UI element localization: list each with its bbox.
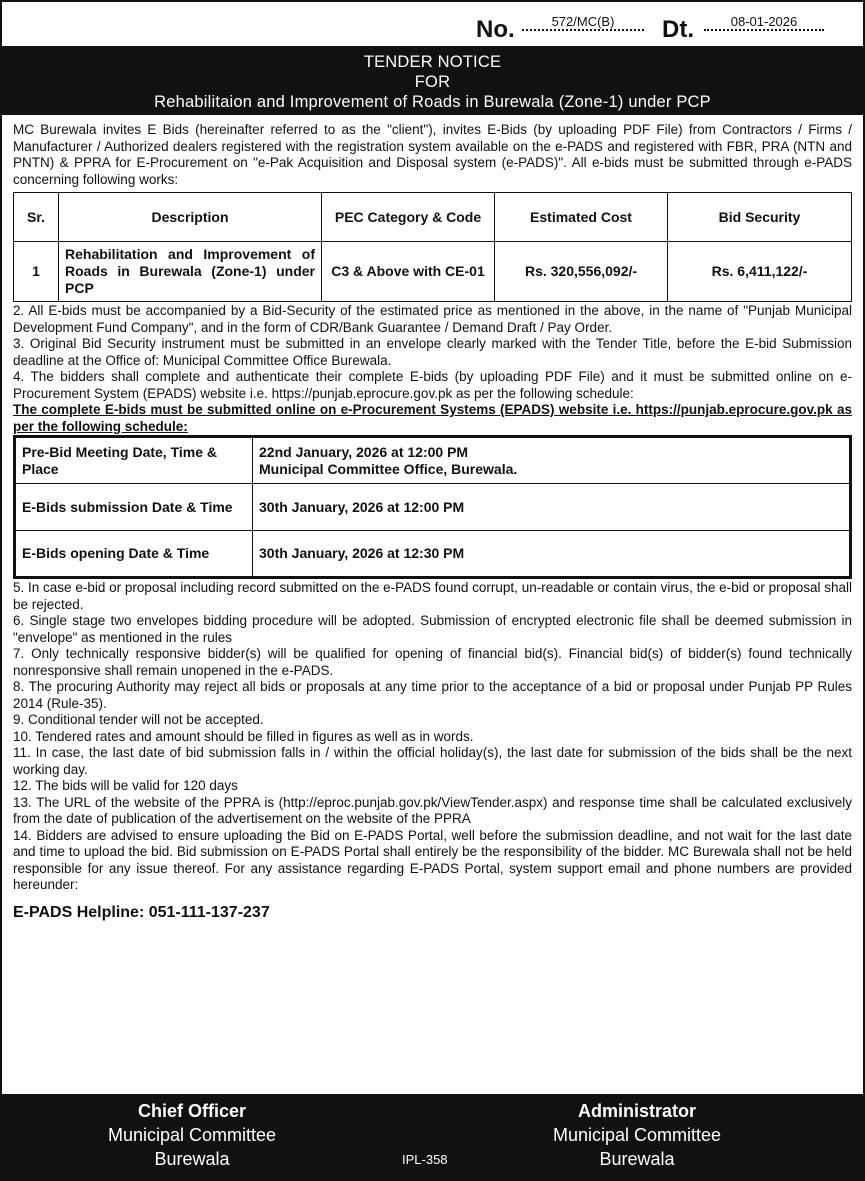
clause-6: 6. Single stage two envelopes bidding procedure will be adopted. Submission of encrypted electronic file shall be deemed submission in "envelope" as mentioned in the rules <box>13 613 852 645</box>
header-sr: Sr. <box>14 193 59 242</box>
signatory-title: Administrator <box>577 1101 696 1121</box>
schedule-row <box>15 531 851 578</box>
ipl-code: IPL-358 <box>402 1152 448 1167</box>
helpline: E-PADS Helpline: 051-111-137-237 <box>13 903 270 921</box>
date-label: Dt. <box>662 16 694 43</box>
banner-subject: Rehabilitaion and Improvement of Roads in Burewala (Zone-1) under PCP <box>154 93 711 111</box>
clause-10: 10. Tendered rates and amount should be filled in figures as well as in words. <box>13 728 474 744</box>
signatory-office: Municipal Committee <box>552 1125 722 1145</box>
number-label: No. <box>476 16 515 43</box>
clause-7: 7. Only technically responsive bidder(s) will be qualified for opening of financial bid(s). Financial bid(s) of bidder(s) found technically nonresponsive shall remain unopened in the e-PADS. <box>13 646 852 678</box>
works-table <box>13 192 852 302</box>
header-bid-security: Bid Security <box>668 193 852 242</box>
signature-chief-officer <box>82 1099 302 1171</box>
reference-row <box>2 2 863 46</box>
number-value: 572/MC(B) <box>522 14 644 31</box>
schedule-value: 30th January, 2026 at 12:30 PM <box>253 531 851 578</box>
cell-bid-security: Rs. 6,411,122/- <box>668 242 852 302</box>
banner-for: FOR <box>414 73 451 91</box>
cell-cost: Rs. 320,556,092/- <box>495 242 668 302</box>
clause-4: 4. The bidders shall complete and authenticate their complete E-bids (by uploading PDF File) and it must be submitted online on e-Procurement System (EPADS) website i.e. https://punjab.eprocure.gov.pk as per the following schedule: <box>13 369 852 401</box>
schedule-value-place: Municipal Committee Office, Burewala. <box>259 460 518 477</box>
clause-3: 3. Original Bid Security instrument must be submitted in an envelope clearly marked with the Tender Title, before the E-bid Submission deadline at the Office of: Municipal Committee Office Burewala. <box>13 336 852 368</box>
signatory-city: Burewala <box>154 1149 230 1169</box>
date-value: 08-01-2026 <box>704 14 824 31</box>
clause-11: 11. In case, the last date of bid submission falls in / within the official holiday(s), the last date for submission of the bids shall be the next working day. <box>13 745 852 777</box>
clause-12: 12. The bids will be valid for 120 days <box>13 778 238 793</box>
schedule-row <box>15 437 851 484</box>
header-cost: Estimated Cost <box>495 193 668 242</box>
notice-body <box>2 115 863 921</box>
schedule-table <box>13 435 852 579</box>
signature-footer <box>2 1094 863 1179</box>
schedule-value <box>253 437 851 484</box>
signatory-office: Municipal Committee <box>107 1125 277 1145</box>
clause-9: 9. Conditional tender will not be accepted. <box>13 712 264 727</box>
cell-description: Rehabilitation and Improvement of Roads in Burewala (Zone-1) under PCP <box>59 242 322 302</box>
schedule-row <box>15 484 851 531</box>
schedule-label: E-Bids opening Date & Time <box>15 531 253 578</box>
signatory-title: Chief Officer <box>137 1101 247 1121</box>
clause-13: 13. The URL of the website of the PPRA is (http://eproc.punjab.gov.pk/ViewTender.aspx) and response time shall be calculated exclusively from the date of publication of the advertisement on the website of the PPRA <box>13 794 852 826</box>
schedule-label: Pre-Bid Meeting Date, Time & Place <box>15 437 253 484</box>
signatory-city: Burewala <box>599 1149 675 1169</box>
title-banner <box>2 46 863 115</box>
schedule-heading: The complete E-bids must be submitted online on e-Procurement Systems (EPADS) website i.e. https://punjab.eprocure.gov.pk as per the following schedule: <box>13 402 852 434</box>
clause-14: 14. Bidders are advised to ensure uploading the Bid on E-PADS Portal, well before the submission deadline, and not wait for the last date and time to upload the bid. Bid submission on E-PADS Portal shall entirely be the responsibility of the bidder. MC Burewala shall not be held responsible for any issue thereof. For any assistance regarding E-PADS Portal, system support email and phone numbers are provided hereunder: <box>13 827 852 892</box>
signature-administrator <box>522 1099 752 1171</box>
banner-title: TENDER NOTICE <box>363 53 502 71</box>
schedule-value: 30th January, 2026 at 12:00 PM <box>253 484 851 531</box>
clause-2: 2. All E-bids must be accompanied by a Bid-Security of the estimated price as mentioned in the above, in the name of "Punjab Municipal Development Fund Company", and in the form of CDR/Bank Guarantee / Demand Draft / Pay Order. <box>13 303 852 335</box>
works-table-header <box>14 193 852 242</box>
header-pec: PEC Category & Code <box>322 193 495 242</box>
cell-sr: 1 <box>14 242 59 302</box>
clause-5: 5. In case e-bid or proposal including record submitted on the e-PADS found corrupt, un-readable or contain virus, the e-bid or proposal shall be rejected. <box>13 580 852 612</box>
clause-8: 8. The procuring Authority may reject all bids or proposals at any time prior to the acceptance of a bid or proposal under Punjab PP Rules 2014 (Rule-35). <box>13 679 852 711</box>
header-description: Description <box>59 193 322 242</box>
intro-paragraph: MC Burewala invites E Bids (hereinafter referred to as the "client"), invites E-Bids (by uploading PDF File) from Contractors / Firms / Manufacturer / Authorized dealers registered with the registration system available on the e-PADS and registered with FBR, PRA (NTN and PNTN) & PPRA for E-Procurement on "e-Pak Acquisition and Disposal system (e-PADS)". All e-bids must be submitted through e-PADS concerning following works: <box>13 122 852 187</box>
schedule-value-line: 22nd January, 2026 at 12:00 PM <box>259 443 469 460</box>
schedule-label: E-Bids submission Date & Time <box>15 484 253 531</box>
table-row <box>14 242 852 302</box>
cell-pec: C3 & Above with CE-01 <box>322 242 495 302</box>
